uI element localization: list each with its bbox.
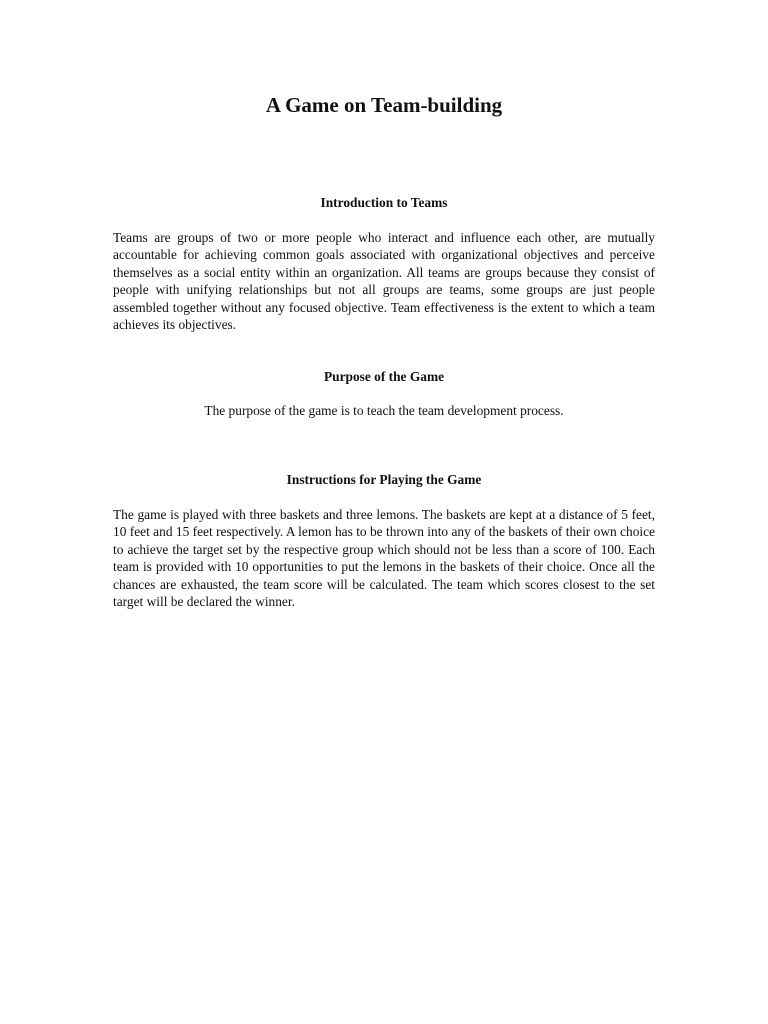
section-heading-introduction: Introduction to Teams: [320, 195, 448, 210]
section-body-introduction: Teams are groups of two or more people who interact and influence each other, are mutually accountable for achieving common goals associated with organizational objectives and perceive themselves as a social entity within an organization. All teams are groups because they consist of people with unifying relationships but not all groups are teams, some groups are just people assembled together without any focused objective. Team effectiveness is the extent to which a team achieves its objectives.: [113, 230, 655, 333]
document-title: A Game on Team-building: [265, 93, 503, 117]
section-heading-instructions: Instructions for Playing the Game: [286, 472, 482, 487]
section-body-purpose: The purpose of the game is to teach the team development process.: [204, 403, 564, 418]
section-heading-purpose: Purpose of the Game: [323, 369, 445, 384]
section-body-instructions: The game is played with three baskets and three lemons. The baskets are kept at a distance of 5 feet, 10 feet and 15 feet respectively. A lemon has to be thrown into any of the baskets of their own choice to achieve the target set by the respective group which should not be less than a score of 100. Each team is provided with 10 opportunities to put the lemons in the baskets of their choice. Once all the chances are exhausted, the team score will be calculated. The team which scores closest to the set target will be declared the winner.: [113, 507, 655, 610]
